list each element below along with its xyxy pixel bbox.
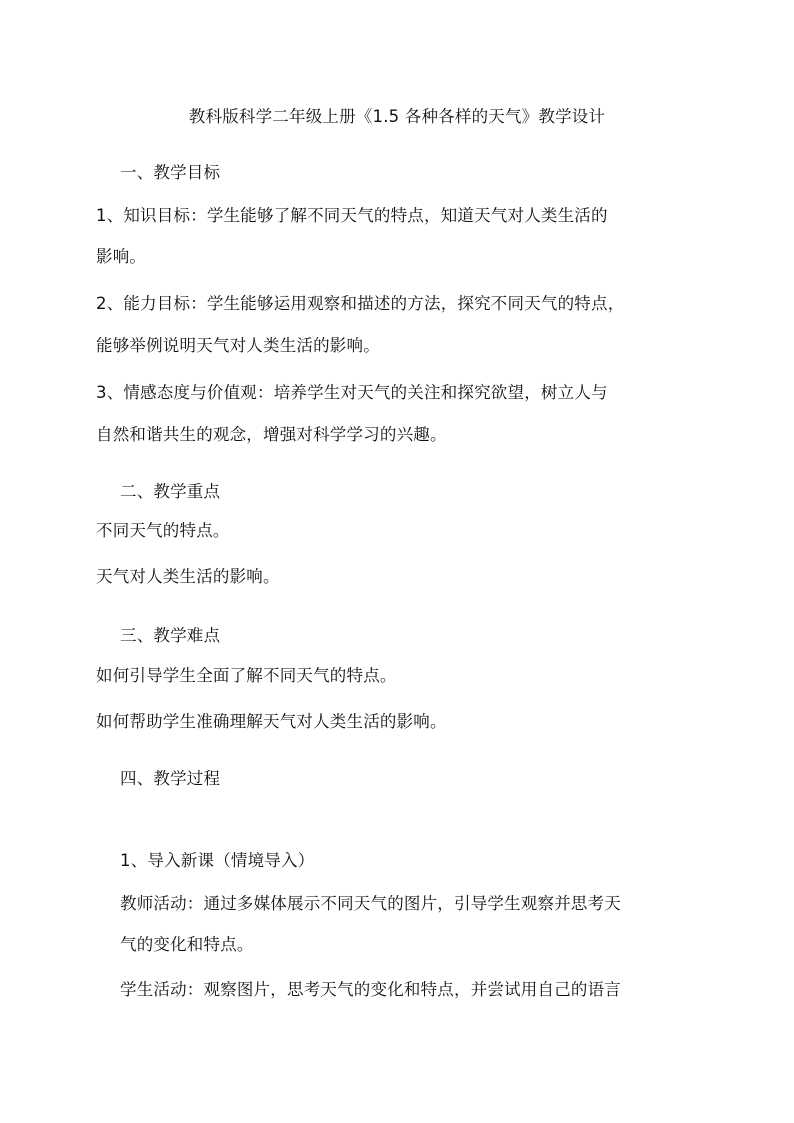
objective-3-line-1: 3、情感态度与价值观：培养学生对天气的关注和探究欲望，树立人与	[96, 383, 608, 402]
section-heading-difficulties: 三、教学难点	[120, 626, 221, 645]
objective-1-line-1: 1、知识目标：学生能够了解不同天气的特点，知道天气对人类生活的	[96, 206, 608, 225]
teacher-activity-line-2: 气的变化和特点。	[120, 935, 254, 954]
process-step-1-heading: 1、导入新课（情境导入）	[120, 851, 315, 870]
difficulty-2: 如何帮助学生准确理解天气对人类生活的影响。	[96, 712, 447, 731]
document-title: 教科版科学二年级上册《1.5 各种各样的天气》教学设计	[188, 107, 606, 126]
objective-2-line-1: 2、能力目标：学生能够运用观察和描述的方法，探究不同天气的特点，	[96, 294, 625, 313]
section-heading-key-points: 二、教学重点	[120, 482, 221, 501]
student-activity-line-1: 学生活动：观察图片，思考天气的变化和特点，并尝试用自己的语言	[120, 980, 621, 999]
objective-2-line-2: 能够举例说明天气对人类生活的影响。	[96, 336, 380, 355]
objective-3-line-2: 自然和谐共生的观念，增强对科学学习的兴趣。	[96, 425, 447, 444]
objective-1-line-2: 影响。	[96, 247, 147, 266]
key-point-2: 天气对人类生活的影响。	[96, 567, 280, 586]
section-heading-process: 四、教学过程	[120, 769, 221, 788]
difficulty-1: 如何引导学生全面了解不同天气的特点。	[96, 666, 397, 685]
teacher-activity-line-1: 教师活动：通过多媒体展示不同天气的图片，引导学生观察并思考天	[120, 894, 621, 913]
key-point-1: 不同天气的特点。	[96, 521, 230, 540]
section-heading-objectives: 一、教学目标	[120, 163, 221, 182]
